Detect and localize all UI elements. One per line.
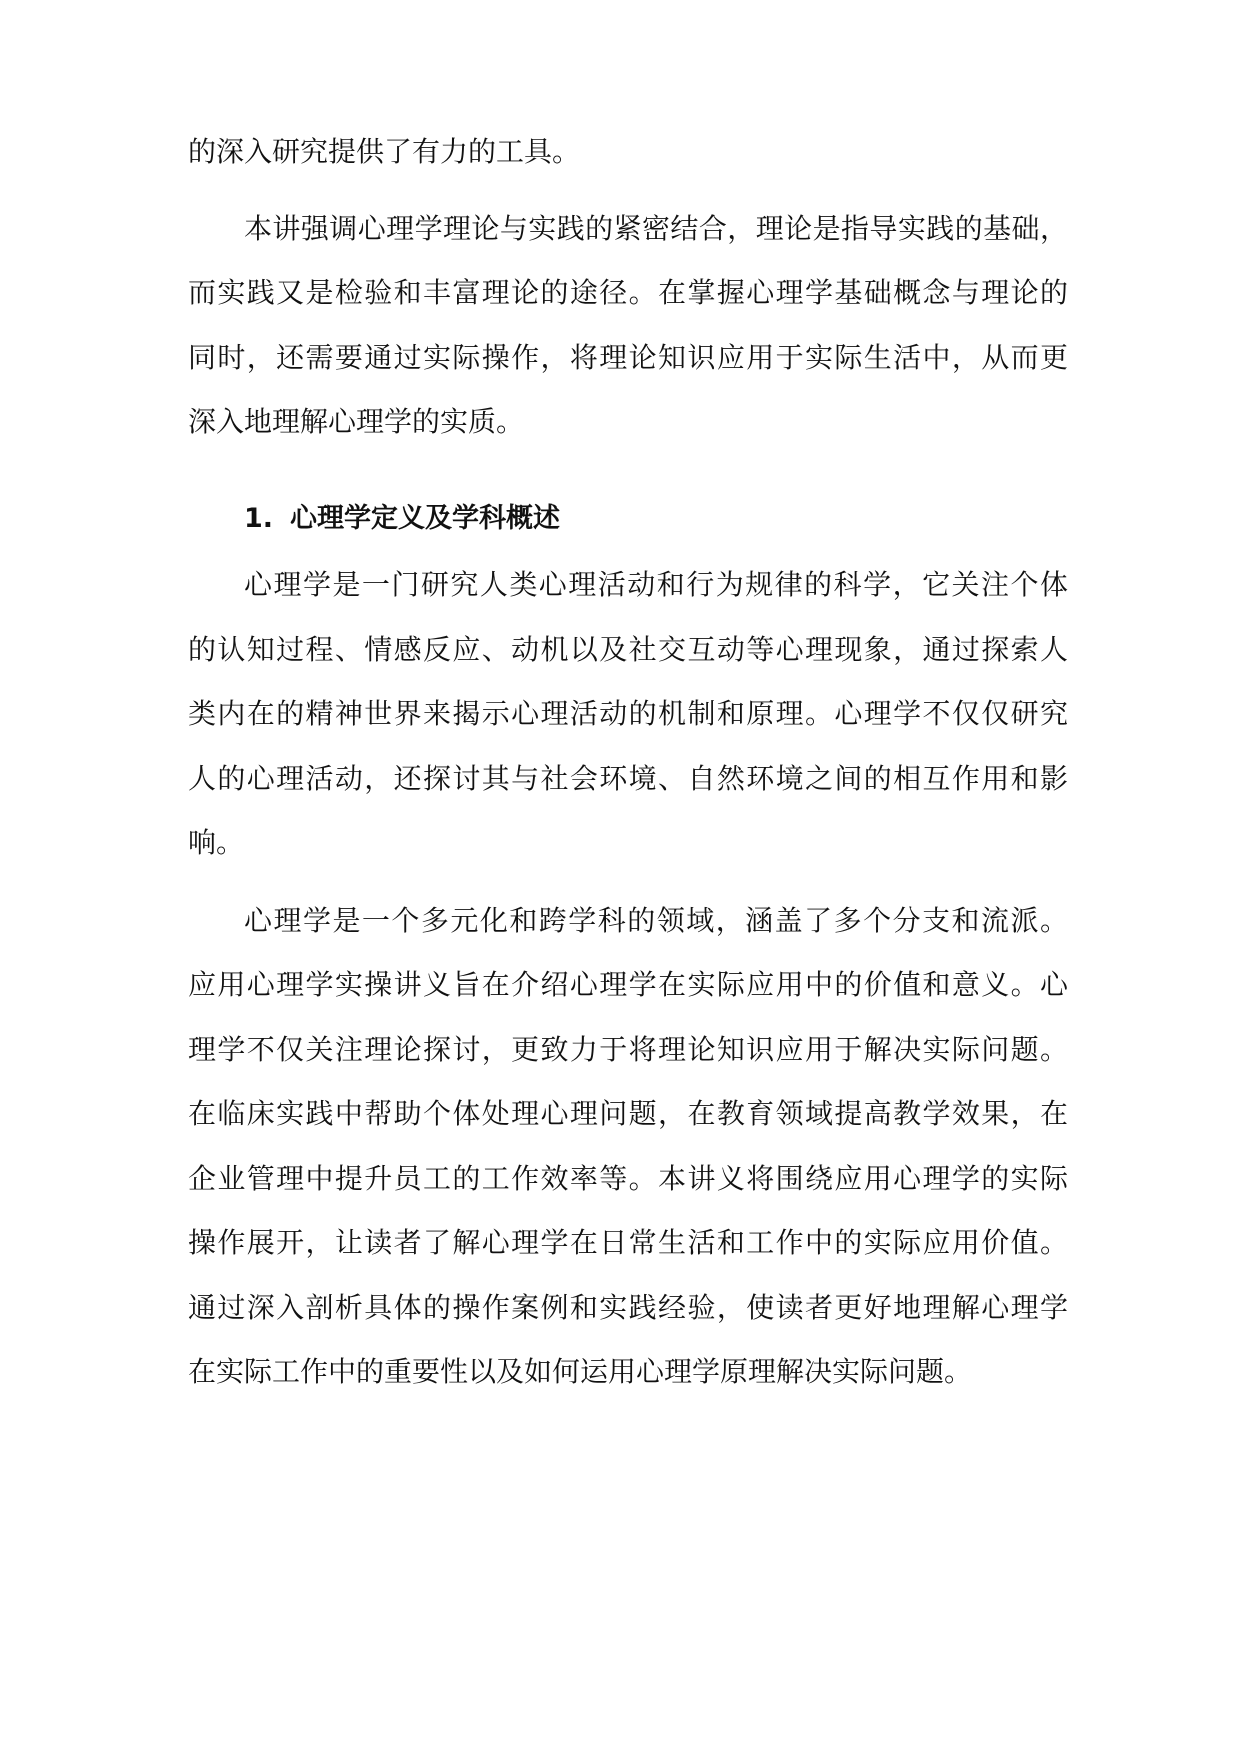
paragraph-line: 的认知过程、情感反应、动机以及社交互动等心理现象，通过探索人 [188, 633, 1068, 666]
paragraph-line: 企业管理中提升员工的工作效率等。本讲义将围绕应用心理学的实际 [188, 1162, 1068, 1195]
paragraph-line: 而实践又是检验和丰富理论的途径。在掌握心理学基础概念与理论的 [188, 276, 1068, 309]
paragraph-line: 心理学是一个多元化和跨学科的领域，涵盖了多个分支和流派。 [244, 904, 1068, 937]
paragraph-line: 响。 [188, 826, 245, 859]
paragraph-line: 通过深入剖析具体的操作案例和实践经验，使读者更好地理解心理学 [188, 1291, 1068, 1324]
section-heading [244, 499, 560, 539]
paragraph-line: 在实际工作中的重要性以及如何运用心理学原理解决实际问题。 [188, 1355, 973, 1388]
paragraph-line: 操作展开，让读者了解心理学在日常生活和工作中的实际应用价值。 [188, 1226, 1068, 1259]
section-title: 心理学定义及学科概述 [290, 503, 560, 534]
paragraph-line: 同时，还需要通过实际操作，将理论知识应用于实际生活中，从而更 [188, 341, 1068, 374]
paragraph-line: 心理学是一门研究人类心理活动和行为规律的科学，它关注个体 [244, 568, 1068, 601]
paragraph-line: 人的心理活动，还探讨其与社会环境、自然环境之间的相互作用和影 [188, 762, 1068, 795]
paragraph-line: 理学不仅关注理论探讨，更致力于将理论知识应用于解决实际问题。 [188, 1033, 1068, 1066]
paragraph-line: 深入地理解心理学的实质。 [188, 405, 525, 438]
paragraph-line: 本讲强调心理学理论与实践的紧密结合，理论是指导实践的基础， [244, 212, 1068, 245]
paragraph-line: 在临床实践中帮助个体处理心理问题，在教育领域提高教学效果，在 [188, 1097, 1068, 1130]
paragraph-line: 类内在的精神世界来揭示心理活动的机制和原理。心理学不仅仅研究 [188, 697, 1068, 730]
section-number: 1. [244, 503, 274, 534]
paragraph-line: 应用心理学实操讲义旨在介绍心理学在实际应用中的价值和意义。心 [188, 968, 1068, 1001]
paragraph-line: 的深入研究提供了有力的工具。 [188, 135, 581, 168]
